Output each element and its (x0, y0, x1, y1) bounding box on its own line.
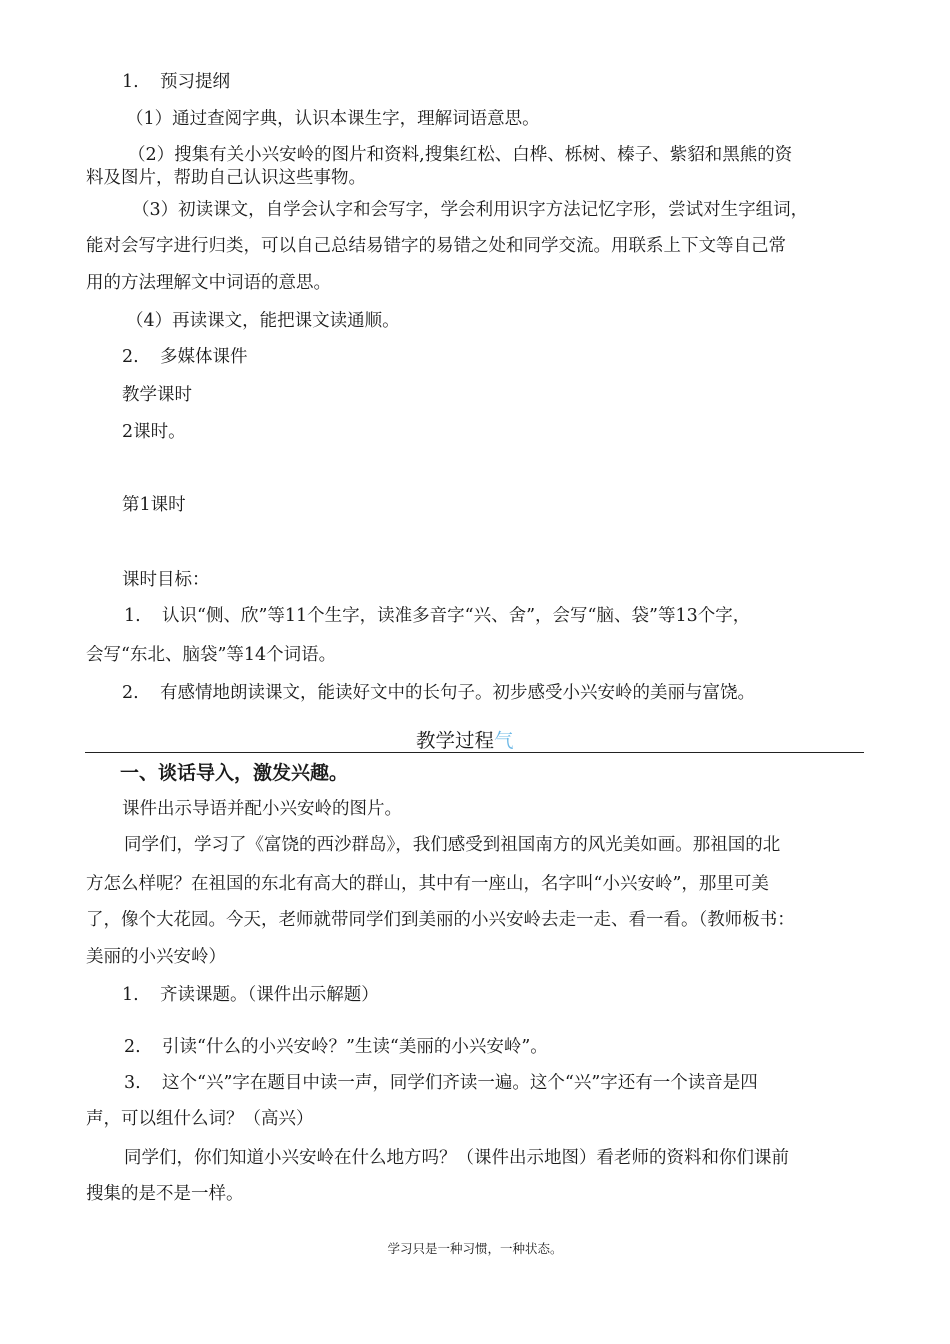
step-2-number: 2. (124, 1037, 141, 1057)
prep-item-2-label: 多媒体课件 (160, 347, 248, 367)
prep-item-1 (122, 72, 230, 93)
prep-item-1-label: 预习提纲 (160, 72, 230, 92)
prep-sub-3-line-1: （3）初读课文，自学会认字和会写字，学会利用识字方法记忆字形，尝试对生字组词， (132, 200, 809, 220)
process-p3-line-2: 搜集的是不是一样。 (86, 1184, 244, 1204)
process-p2-line-4: 美丽的小兴安岭） (86, 947, 226, 967)
step-3-number: 3. (124, 1073, 141, 1093)
goal-2-text: 有感情地朗读课文，能读好文中的长句子。初步感受小兴安岭的美丽与富饶。 (160, 683, 755, 703)
hours-value: 2课时。 (122, 422, 186, 442)
goals-label: 课时目标： (122, 570, 210, 590)
prep-item-2 (122, 347, 248, 368)
prep-item-1-number: 1. (122, 72, 139, 92)
prep-sub-3-line-2: 能对会写字进行归类，可以自己总结易错字的易错之处和同学交流。用联系上下文等自己常 (86, 236, 786, 256)
step-2-text: 引读“什么的小兴安岭？”生读“美丽的小兴安岭”。 (162, 1037, 548, 1057)
prep-sub-2-line-2: 料及图片，帮助自己认识这些事物。 (86, 168, 366, 188)
step-1-number: 1. (122, 985, 139, 1005)
goal-1-text: 认识“侧、欣”等11个生字，读准多音字“兴、舍”，会写“脑、袋”等13个字， (162, 606, 751, 626)
hours-label: 教学课时 (122, 385, 192, 405)
process-title-text: 教学过程 (416, 729, 495, 752)
process-heading-1: 一、谈话导入，激发兴趣。 (120, 762, 349, 784)
process-p3-line-1: 同学们，你们知道小兴安岭在什么地方吗？（课件出示地图）看老师的资料和你们课前 (124, 1148, 789, 1168)
process-step-2 (124, 1037, 548, 1058)
goal-2-number: 2. (122, 683, 139, 703)
process-p2-line-2: 方怎么样呢？在祖国的东北有高大的群山，其中有一座山，名字叫“小兴安岭”，那里可美 (86, 874, 769, 894)
prep-sub-1: （1）通过查阅字典，认识本课生字，理解词语意思。 (126, 109, 540, 129)
prep-sub-3-line-3: 用的方法理解文中词语的意思。 (86, 273, 331, 293)
step-1-text: 齐读课题。（课件出示解题） (160, 985, 379, 1005)
step-3-text: 这个“兴”字在题目中读一声，同学们齐读一遍。这个“兴”字还有一个读音是四 (162, 1073, 758, 1093)
prep-sub-4: （4）再读课文，能把课文读通顺。 (126, 311, 400, 331)
goal-1-number: 1. (124, 606, 141, 626)
process-p2-line-1: 同学们，学习了《富饶的西沙群岛》，我们感受到祖国南方的风光美如画。那祖国的北 (124, 835, 781, 855)
lesson-title: 第1课时 (122, 495, 186, 515)
process-p2-line-3: 了，像个大花园。今天，老师就带同学们到美丽的小兴安岭去走一走、看一看。（教师板书： (86, 910, 795, 930)
process-step-3-line-2: 声，可以组什么词？（高兴） (86, 1109, 314, 1129)
process-title (416, 729, 514, 752)
page-footer: 学习只是一种习惯，一种状态。 (387, 1241, 563, 1256)
process-p1: 课件出示导语并配小兴安岭的图片。 (122, 799, 402, 819)
goal-1-line-1 (124, 606, 750, 627)
prep-sub-2-line-1: （2）搜集有关小兴安岭的图片和资料,搜集红松、白桦、栎树、榛子、紫貂和黑熊的资 (128, 145, 793, 165)
process-step-1 (122, 985, 379, 1006)
process-step-3-line-1 (124, 1073, 758, 1094)
prep-item-2-number: 2. (122, 347, 139, 367)
section-divider (85, 752, 864, 753)
process-title-mark: 气 (494, 729, 514, 752)
goal-1-line-2: 会写“东北、脑袋”等14个词语。 (86, 645, 337, 665)
goal-2 (122, 683, 755, 704)
